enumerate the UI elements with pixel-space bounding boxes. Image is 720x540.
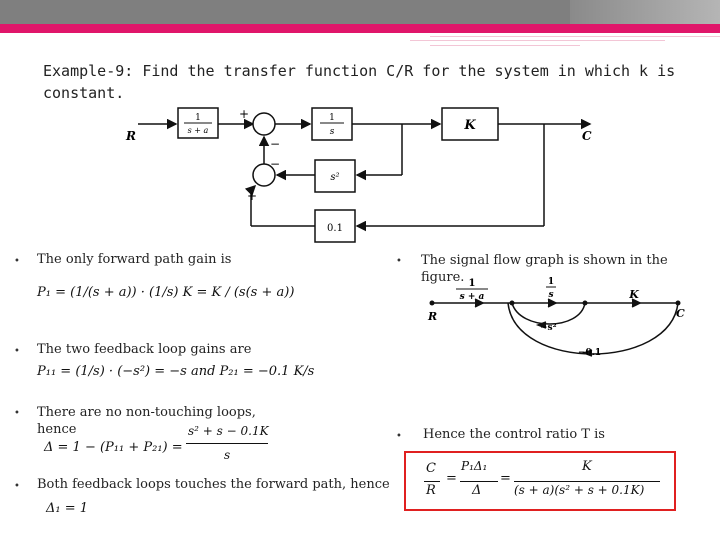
result-mid-denominator: Δ [472, 483, 482, 498]
block-1-denominator: s + a [187, 126, 209, 135]
decorative-line [430, 36, 720, 37]
bullet-control-ratio: Hence the control ratio T is [423, 427, 605, 442]
result-lhs-denominator: R [426, 483, 436, 498]
output-label-c: C [582, 129, 592, 143]
bullet-dot: • [14, 408, 20, 419]
slide-accent-bar [0, 24, 720, 33]
sfg-loop-01: −0.1 [578, 348, 602, 358]
bullet-dot: • [396, 256, 402, 267]
result-equals-sign: = [446, 471, 457, 486]
equation-forward-path-gain: P₁ = (1/(s + a)) · (1/s) K = K / (s(s + a)) [37, 285, 295, 300]
slide-title: Example-9: Find the transfer function C/R for the system in which k is constant. [43, 62, 676, 102]
bullet-signal-flow-graph: The signal flow graph is shown in the figure. [421, 253, 668, 285]
bullet-feedback-loops: The two feedback loop gains are [37, 342, 252, 357]
summer-1-minus-sign: − [270, 137, 281, 151]
summer-2-plus-sign: + [247, 189, 258, 203]
result-box [404, 451, 676, 511]
decorative-line [430, 45, 580, 46]
bullet-dot: • [396, 431, 402, 442]
bullet-dot: • [14, 346, 20, 357]
sfg-branch-2-numerator: 1 [547, 277, 555, 287]
result-rhs-denominator: (s + a)(s² + s + 0.1K) [514, 483, 645, 497]
equation-delta-1: Δ₁ = 1 [46, 501, 89, 516]
bullet-forward-path: The only forward path gain is [37, 252, 232, 267]
block-1-numerator: 1 [195, 113, 201, 123]
equation-loop-gains: P₁₁ = (1/s) · (−s²) = −s and P₂₁ = −0.1 K/s [37, 364, 315, 379]
result-mid-bar [460, 481, 498, 482]
sfg-loop-s2: −s² [540, 323, 557, 333]
block-diagram [120, 100, 600, 245]
result-rhs-numerator: K [582, 459, 592, 474]
block-s2-label: s² [330, 172, 340, 183]
bullet-dot: • [14, 256, 20, 267]
sfg-node-r: R [428, 310, 438, 323]
decorative-line [410, 40, 665, 41]
block-01-label: 0.1 [327, 223, 343, 234]
sfg-branch-1-denominator: s + a [459, 292, 485, 302]
bullet-both-loops-touch: Both feedback loops touches the forward path, hence [37, 477, 390, 492]
signal-flow-graph [420, 275, 700, 370]
summer-1-plus-sign: + [239, 107, 250, 121]
bullet-dot: • [14, 481, 20, 492]
result-rhs-bar [514, 481, 660, 482]
equation-delta-denominator: s [224, 448, 231, 462]
sfg-branch-2-denominator: s [548, 290, 554, 300]
block-2-numerator: 1 [329, 113, 335, 123]
slide-top-bar [0, 0, 720, 24]
equation-delta-fraction-bar [186, 443, 268, 444]
sfg-branch-k: K [629, 288, 639, 301]
sfg-node-c: C [676, 307, 685, 320]
equation-delta: Δ = 1 − (P₁₁ + P₂₁) = [44, 440, 183, 455]
result-mid-numerator: P₁Δ₁ [461, 459, 488, 473]
block-k-label: K [464, 118, 476, 133]
slide-top-bar-highlight [570, 0, 720, 24]
sfg-branch-1-numerator: 1 [468, 278, 476, 289]
result-lhs-bar [424, 481, 440, 482]
block-2-denominator: s [329, 127, 335, 137]
result-equals-sign-2: = [500, 471, 511, 486]
result-lhs-numerator: C [426, 461, 436, 476]
equation-delta-numerator: s² + s − 0.1K [188, 424, 269, 438]
input-label-r: R [126, 129, 136, 143]
bullet-non-touching-loops: There are no non-touching loops, hence [37, 405, 256, 437]
summer-2-minus-sign: − [270, 157, 281, 171]
